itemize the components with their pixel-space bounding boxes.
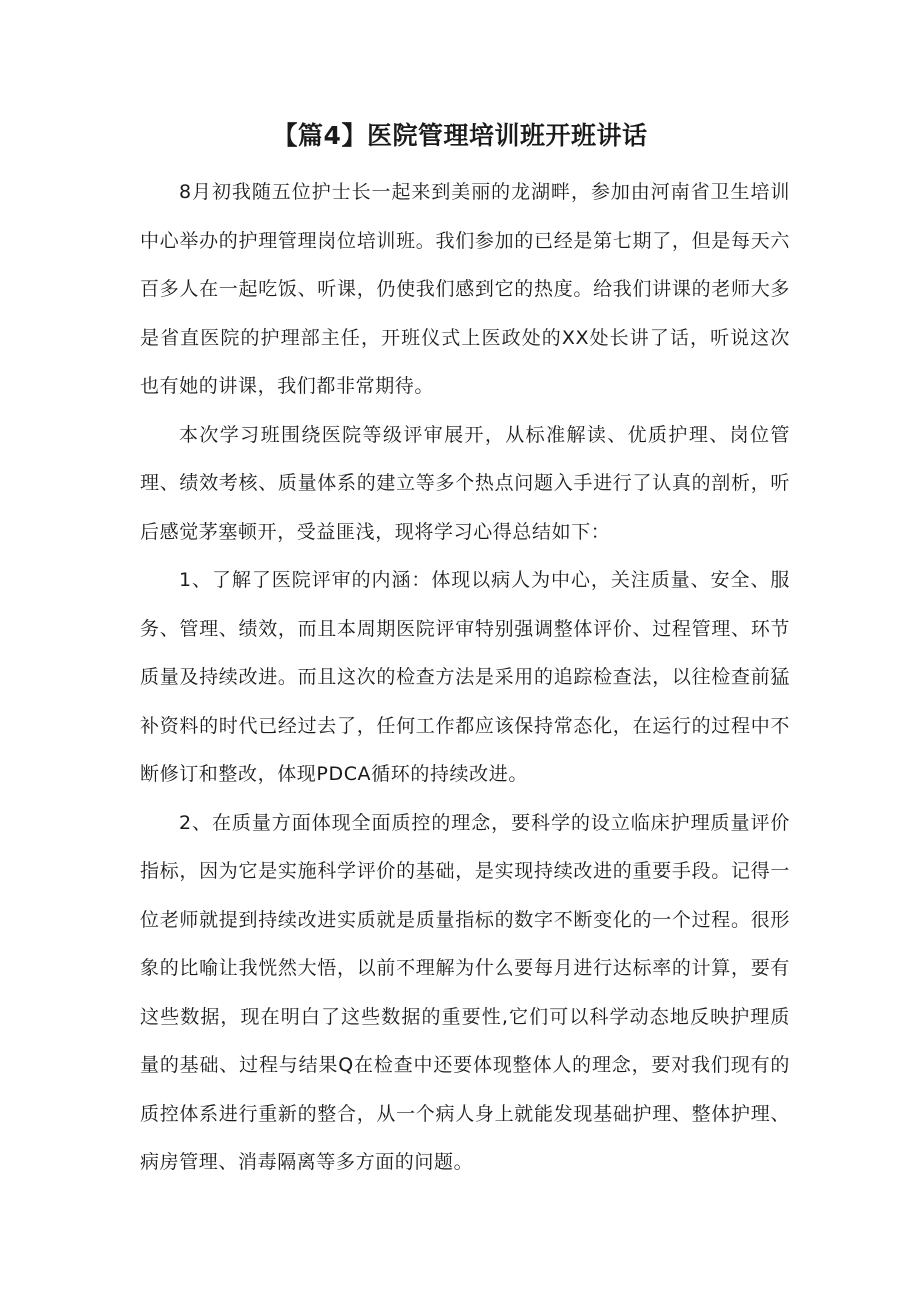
document-body (140, 168, 790, 1187)
paragraph-2: 本次学习班围绕医院等级评审展开，从标准解读、优质护理、岗位管理、绩效考核、质量体系的建立等多个热点问题入手进行了认真的剖析，听后感觉茅塞顿开，受益匪浅，现将学习心得总结如下： (140, 423, 790, 543)
paragraph-1: 8月初我随五位护士长一起来到美丽的龙湖畔，参加由河南省卫生培训中心举办的护理管理岗位培训班。我们参加的已经是第七期了，但是每天六百多人在一起吃饭、听课，仍使我们感到它的热度。给我们讲课的老师大多是省直医院的护理部主任，开班仪式上医政处的XX处长讲了话，听说这次也有她的讲课，我们都非常期待。 (140, 181, 790, 397)
paragraph-4: 2、在质量方面体现全面质控的理念，要科学的设立临床护理质量评价指标，因为它是实施科学评价的基础，是实现持续改进的重要手段。记得一位老师就提到持续改进实质就是质量指标的数字不断变化的一个过程。很形象的比喻让我恍然大悟，以前不理解为什么要每月进行达标率的计算，要有这些数据，现在明白了这些数据的重要性,它们可以科学动态地反映护理质量的基础、过程与结果Q在检查中还要体现整体人的理念，要对我们现有的质控体系进行重新的整合，从一个病人身上就能发现基础护理、整体护理、病房管理、消毒隔离等多方面的问题。 (140, 811, 790, 1173)
paragraph-3: 1、了解了医院评审的内涵：体现以病人为中心，关注质量、安全、服务、管理、绩效，而且本周期医院评审特别强调整体评价、过程管理、环节质量及持续改进。而且这次的检查方法是采用的追踪检查法，以往检查前猛补资料的时代已经过去了，任何工作都应该保持常态化，在运行的过程中不断修订和整改，体现PDCA循环的持续改进。 (140, 569, 790, 785)
document-title: 【篇4】医院管理培训班开班讲话 (272, 121, 648, 150)
